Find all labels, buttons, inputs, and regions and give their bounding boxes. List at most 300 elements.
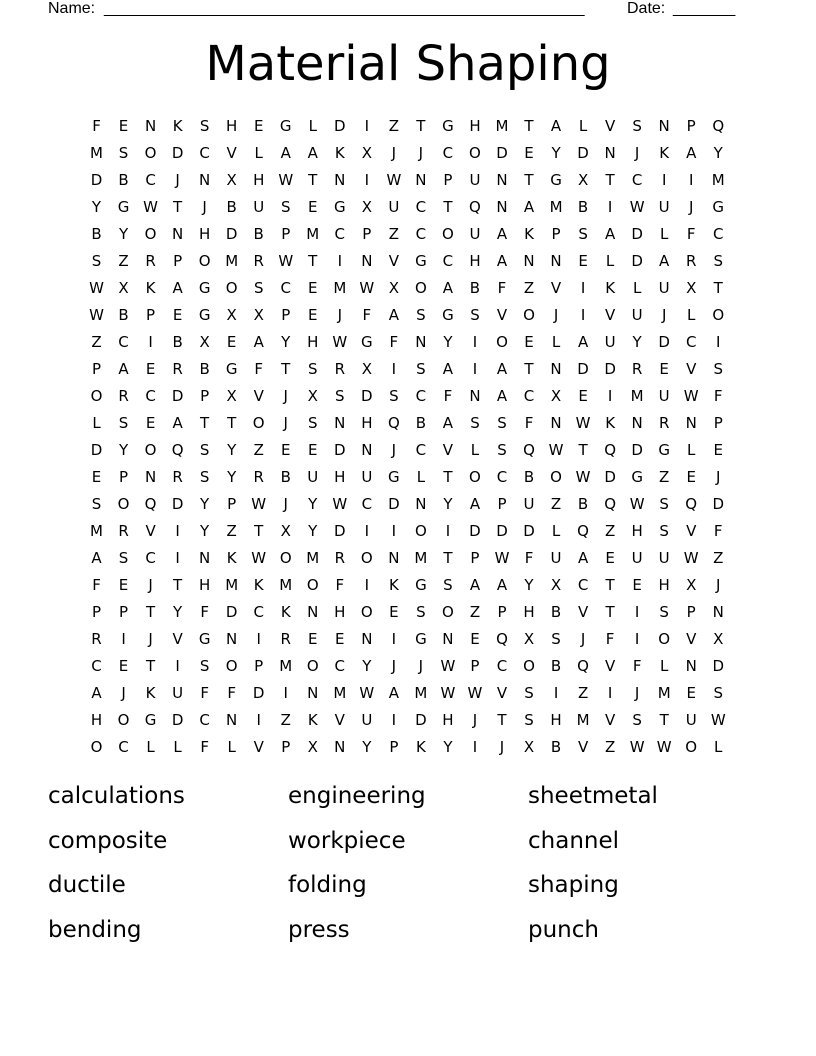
grid-letter[interactable]: M bbox=[549, 198, 563, 216]
grid-letter[interactable]: K bbox=[415, 738, 426, 756]
grid-letter[interactable]: V bbox=[604, 711, 616, 729]
grid-letter[interactable]: U bbox=[253, 198, 265, 216]
grid-letter[interactable]: T bbox=[173, 576, 183, 594]
grid-letter[interactable]: U bbox=[523, 495, 535, 513]
grid-letter[interactable]: V bbox=[686, 630, 697, 648]
grid-letter[interactable]: C bbox=[415, 225, 427, 243]
grid-letter[interactable]: L bbox=[659, 657, 669, 675]
grid-letter[interactable]: Z bbox=[659, 468, 670, 486]
grid-letter[interactable]: O bbox=[144, 441, 157, 459]
grid-letter[interactable]: C bbox=[118, 738, 129, 756]
grid-letter[interactable]: P bbox=[362, 225, 372, 243]
grid-letter[interactable]: L bbox=[551, 333, 561, 351]
grid-letter[interactable]: M bbox=[333, 684, 347, 702]
grid-letter[interactable]: L bbox=[714, 738, 723, 756]
grid-letter[interactable]: N bbox=[685, 414, 697, 432]
grid-letter[interactable]: Y bbox=[362, 657, 372, 675]
grid-letter[interactable]: D bbox=[388, 495, 400, 513]
grid-letter[interactable]: I bbox=[364, 576, 370, 594]
grid-letter[interactable]: K bbox=[659, 144, 670, 162]
grid-letter[interactable]: T bbox=[524, 360, 534, 378]
grid-letter[interactable]: D bbox=[90, 441, 103, 459]
grid-letter[interactable]: L bbox=[146, 738, 155, 756]
grid-letter[interactable]: D bbox=[225, 225, 238, 243]
grid-letter[interactable]: X bbox=[253, 306, 264, 324]
grid-letter[interactable]: P bbox=[470, 549, 480, 567]
grid-letter[interactable]: H bbox=[226, 117, 238, 135]
grid-letter[interactable]: V bbox=[496, 306, 508, 324]
grid-letter[interactable]: T bbox=[605, 576, 615, 594]
grid-letter[interactable]: S bbox=[578, 225, 588, 243]
grid-letter[interactable]: H bbox=[199, 576, 211, 594]
grid-letter[interactable]: N bbox=[658, 117, 670, 135]
grid-letter[interactable]: I bbox=[445, 522, 451, 540]
grid-letter[interactable]: X bbox=[361, 198, 372, 216]
grid-letter[interactable]: L bbox=[254, 144, 263, 162]
grid-letter[interactable]: T bbox=[497, 711, 507, 729]
grid-letter[interactable]: C bbox=[361, 495, 373, 513]
grid-letter[interactable]: B bbox=[91, 225, 102, 243]
grid-letter[interactable]: D bbox=[712, 495, 725, 513]
grid-letter[interactable]: X bbox=[307, 387, 318, 405]
grid-letter[interactable]: Q bbox=[604, 495, 617, 513]
grid-letter[interactable]: H bbox=[550, 711, 562, 729]
grid-letter[interactable]: T bbox=[416, 117, 426, 135]
grid-letter[interactable]: O bbox=[279, 549, 292, 567]
grid-letter[interactable]: X bbox=[550, 576, 562, 594]
grid-letter[interactable]: A bbox=[577, 333, 589, 351]
grid-letter[interactable]: J bbox=[716, 576, 721, 594]
grid-letter[interactable]: S bbox=[443, 576, 453, 594]
grid-letter[interactable]: D bbox=[252, 684, 265, 702]
grid-letter[interactable]: O bbox=[90, 387, 103, 405]
grid-letter[interactable]: W bbox=[440, 684, 456, 702]
grid-letter[interactable]: I bbox=[256, 711, 261, 729]
grid-letter[interactable]: N bbox=[144, 468, 157, 486]
grid-letter[interactable]: J bbox=[499, 738, 505, 756]
grid-letter[interactable]: J bbox=[634, 144, 640, 162]
grid-letter[interactable]: S bbox=[335, 387, 345, 405]
grid-letter[interactable]: D bbox=[171, 711, 184, 729]
grid-letter[interactable]: P bbox=[227, 495, 237, 513]
grid-letter[interactable]: G bbox=[415, 252, 427, 270]
grid-letter[interactable]: M bbox=[225, 252, 239, 270]
grid-letter[interactable]: N bbox=[712, 603, 724, 621]
grid-letter[interactable]: A bbox=[442, 279, 454, 297]
grid-letter[interactable]: V bbox=[686, 360, 697, 378]
grid-letter[interactable]: T bbox=[145, 657, 156, 675]
grid-letter[interactable]: N bbox=[226, 630, 238, 648]
grid-letter[interactable]: B bbox=[550, 657, 562, 675]
grid-letter[interactable]: U bbox=[604, 333, 616, 351]
grid-letter[interactable]: T bbox=[659, 711, 669, 729]
grid-letter[interactable]: T bbox=[605, 171, 615, 189]
grid-letter[interactable]: A bbox=[91, 684, 102, 702]
grid-letter[interactable]: A bbox=[118, 360, 129, 378]
grid-letter[interactable]: L bbox=[470, 441, 480, 459]
grid-letter[interactable]: B bbox=[523, 468, 535, 486]
grid-letter[interactable]: U bbox=[388, 198, 400, 216]
grid-letter[interactable]: O bbox=[117, 495, 130, 513]
grid-letter[interactable]: P bbox=[146, 306, 156, 324]
grid-letter[interactable]: R bbox=[658, 414, 670, 432]
grid-letter[interactable]: S bbox=[551, 630, 561, 648]
grid-letter[interactable]: A bbox=[307, 144, 318, 162]
grid-letter[interactable]: G bbox=[117, 198, 130, 216]
grid-letter[interactable]: B bbox=[415, 414, 427, 432]
grid-letter[interactable]: H bbox=[631, 522, 643, 540]
grid-letter[interactable]: G bbox=[225, 360, 238, 378]
grid-letter[interactable]: I bbox=[580, 279, 586, 297]
grid-letter[interactable]: J bbox=[634, 684, 640, 702]
grid-letter[interactable]: B bbox=[469, 279, 481, 297]
grid-letter[interactable]: X bbox=[280, 522, 291, 540]
grid-letter[interactable]: W bbox=[656, 738, 672, 756]
grid-letter[interactable]: C bbox=[334, 657, 346, 675]
grid-letter[interactable]: D bbox=[361, 387, 373, 405]
grid-letter[interactable]: V bbox=[577, 738, 589, 756]
grid-letter[interactable]: I bbox=[364, 117, 370, 135]
grid-letter[interactable]: A bbox=[496, 225, 508, 243]
grid-letter[interactable]: C bbox=[118, 333, 129, 351]
grid-letter[interactable]: G bbox=[198, 630, 211, 648]
grid-letter[interactable]: T bbox=[524, 171, 534, 189]
grid-letter[interactable]: S bbox=[713, 360, 723, 378]
grid-letter[interactable]: E bbox=[145, 360, 156, 378]
grid-letter[interactable]: Q bbox=[387, 414, 400, 432]
grid-letter[interactable]: S bbox=[199, 117, 210, 135]
grid-letter[interactable]: V bbox=[604, 117, 616, 135]
grid-letter[interactable]: S bbox=[280, 198, 291, 216]
grid-letter[interactable]: N bbox=[550, 252, 562, 270]
grid-letter[interactable]: P bbox=[686, 603, 696, 621]
grid-letter[interactable]: L bbox=[416, 468, 426, 486]
grid-letter[interactable]: H bbox=[442, 711, 454, 729]
grid-letter[interactable]: S bbox=[416, 360, 426, 378]
grid-letter[interactable]: A bbox=[172, 414, 183, 432]
grid-letter[interactable]: P bbox=[713, 414, 723, 432]
grid-letter[interactable]: M bbox=[333, 279, 347, 297]
grid-letter[interactable]: S bbox=[713, 252, 723, 270]
grid-letter[interactable]: I bbox=[256, 630, 261, 648]
grid-letter[interactable]: M bbox=[657, 684, 671, 702]
grid-letter[interactable]: A bbox=[442, 414, 454, 432]
grid-letter[interactable]: W bbox=[332, 495, 348, 513]
grid-letter[interactable]: J bbox=[148, 630, 153, 648]
grid-letter[interactable]: J bbox=[391, 657, 397, 675]
grid-letter[interactable]: X bbox=[388, 279, 399, 297]
grid-letter[interactable]: Y bbox=[362, 738, 372, 756]
grid-letter[interactable]: C bbox=[199, 711, 210, 729]
grid-letter[interactable]: Y bbox=[632, 333, 642, 351]
grid-letter[interactable]: U bbox=[307, 468, 319, 486]
grid-letter[interactable]: Y bbox=[443, 738, 453, 756]
grid-letter[interactable]: J bbox=[688, 198, 694, 216]
grid-letter[interactable]: N bbox=[550, 360, 562, 378]
grid-letter[interactable]: D bbox=[225, 603, 238, 621]
grid-letter[interactable]: P bbox=[91, 603, 102, 621]
grid-letter[interactable]: V bbox=[172, 630, 183, 648]
grid-letter[interactable]: E bbox=[470, 630, 480, 648]
grid-letter[interactable]: S bbox=[416, 603, 426, 621]
grid-letter[interactable]: J bbox=[121, 684, 126, 702]
grid-letter[interactable]: I bbox=[364, 522, 370, 540]
grid-letter[interactable]: C bbox=[415, 198, 427, 216]
grid-letter[interactable]: I bbox=[607, 198, 613, 216]
grid-letter[interactable]: Y bbox=[173, 603, 183, 621]
grid-letter[interactable]: X bbox=[686, 576, 697, 594]
grid-letter[interactable]: V bbox=[442, 441, 454, 459]
grid-letter[interactable]: N bbox=[469, 387, 481, 405]
grid-letter[interactable]: A bbox=[91, 549, 102, 567]
grid-letter[interactable]: F bbox=[443, 387, 453, 405]
grid-letter[interactable]: V bbox=[145, 522, 156, 540]
grid-letter[interactable]: L bbox=[551, 522, 561, 540]
grid-letter[interactable]: P bbox=[497, 603, 507, 621]
grid-letter[interactable]: T bbox=[227, 414, 237, 432]
grid-letter[interactable]: J bbox=[418, 657, 424, 675]
grid-letter[interactable]: N bbox=[523, 252, 535, 270]
grid-letter[interactable]: T bbox=[281, 360, 291, 378]
grid-letter[interactable]: F bbox=[713, 387, 723, 405]
grid-letter[interactable]: B bbox=[118, 306, 129, 324]
grid-letter[interactable]: B bbox=[280, 468, 291, 486]
grid-letter[interactable]: Z bbox=[469, 603, 481, 621]
grid-letter[interactable]: Y bbox=[91, 198, 102, 216]
grid-letter[interactable]: N bbox=[307, 603, 319, 621]
grid-letter[interactable]: W bbox=[278, 252, 294, 270]
grid-letter[interactable]: S bbox=[659, 603, 669, 621]
grid-letter[interactable]: S bbox=[308, 414, 318, 432]
grid-letter[interactable]: M bbox=[306, 549, 320, 567]
grid-letter[interactable]: D bbox=[523, 522, 535, 540]
grid-letter[interactable]: X bbox=[307, 738, 318, 756]
grid-letter[interactable]: I bbox=[391, 630, 397, 648]
grid-letter[interactable]: S bbox=[118, 414, 129, 432]
grid-letter[interactable]: I bbox=[472, 738, 478, 756]
grid-letter[interactable]: V bbox=[686, 522, 697, 540]
grid-letter[interactable]: X bbox=[226, 306, 237, 324]
grid-letter[interactable]: F bbox=[227, 684, 236, 702]
grid-letter[interactable]: N bbox=[496, 171, 508, 189]
grid-letter[interactable]: J bbox=[553, 306, 559, 324]
grid-letter[interactable]: G bbox=[415, 576, 427, 594]
grid-letter[interactable]: L bbox=[659, 225, 669, 243]
grid-letter[interactable]: Y bbox=[524, 576, 534, 594]
grid-letter[interactable]: L bbox=[632, 279, 642, 297]
grid-letter[interactable]: Q bbox=[577, 522, 589, 540]
grid-letter[interactable]: S bbox=[118, 549, 129, 567]
grid-letter[interactable]: F bbox=[524, 414, 534, 432]
grid-letter[interactable]: P bbox=[281, 225, 291, 243]
grid-letter[interactable]: C bbox=[712, 225, 724, 243]
grid-letter[interactable]: H bbox=[523, 603, 535, 621]
grid-letter[interactable]: J bbox=[580, 630, 586, 648]
grid-letter[interactable]: E bbox=[659, 360, 669, 378]
grid-letter[interactable]: F bbox=[92, 576, 101, 594]
grid-letter[interactable]: F bbox=[200, 684, 209, 702]
grid-letter[interactable]: J bbox=[337, 306, 343, 324]
grid-letter[interactable]: W bbox=[575, 468, 591, 486]
grid-letter[interactable]: X bbox=[523, 630, 535, 648]
grid-letter[interactable]: D bbox=[171, 387, 184, 405]
grid-letter[interactable]: J bbox=[283, 495, 288, 513]
grid-letter[interactable]: O bbox=[658, 630, 671, 648]
grid-letter[interactable]: M bbox=[90, 522, 103, 540]
grid-letter[interactable]: V bbox=[577, 603, 589, 621]
grid-letter[interactable]: T bbox=[254, 522, 264, 540]
grid-letter[interactable]: D bbox=[712, 657, 725, 675]
grid-letter[interactable]: U bbox=[658, 549, 670, 567]
grid-letter[interactable]: R bbox=[334, 360, 346, 378]
grid-letter[interactable]: O bbox=[306, 576, 319, 594]
grid-letter[interactable]: K bbox=[524, 225, 534, 243]
grid-letter[interactable]: G bbox=[442, 306, 454, 324]
grid-letter[interactable]: G bbox=[712, 198, 725, 216]
grid-letter[interactable]: A bbox=[686, 144, 697, 162]
grid-letter[interactable]: P bbox=[497, 495, 507, 513]
grid-letter[interactable]: Y bbox=[200, 522, 210, 540]
grid-letter[interactable]: W bbox=[629, 198, 645, 216]
grid-letter[interactable]: G bbox=[388, 468, 400, 486]
grid-letter[interactable]: L bbox=[687, 441, 696, 459]
grid-letter[interactable]: E bbox=[578, 252, 588, 270]
grid-letter[interactable]: U bbox=[469, 171, 481, 189]
grid-letter[interactable]: I bbox=[175, 549, 180, 567]
grid-letter[interactable]: C bbox=[496, 468, 508, 486]
grid-letter[interactable]: E bbox=[118, 576, 129, 594]
grid-letter[interactable]: E bbox=[389, 603, 399, 621]
grid-letter[interactable]: W bbox=[440, 657, 456, 675]
grid-letter[interactable]: S bbox=[524, 684, 534, 702]
grid-letter[interactable]: I bbox=[688, 171, 694, 189]
grid-letter[interactable]: D bbox=[577, 360, 589, 378]
grid-letter[interactable]: T bbox=[605, 603, 615, 621]
grid-letter[interactable]: F bbox=[335, 576, 345, 594]
grid-letter[interactable]: H bbox=[90, 711, 103, 729]
grid-letter[interactable]: A bbox=[469, 576, 481, 594]
grid-letter[interactable]: D bbox=[496, 144, 508, 162]
grid-letter[interactable]: I bbox=[607, 684, 613, 702]
grid-letter[interactable]: S bbox=[199, 468, 210, 486]
grid-letter[interactable]: L bbox=[227, 738, 236, 756]
grid-letter[interactable]: F bbox=[200, 603, 209, 621]
grid-letter[interactable]: I bbox=[121, 630, 126, 648]
grid-letter[interactable]: K bbox=[605, 279, 616, 297]
grid-letter[interactable]: J bbox=[283, 414, 288, 432]
grid-letter[interactable]: H bbox=[469, 252, 481, 270]
grid-letter[interactable]: T bbox=[308, 252, 318, 270]
grid-letter[interactable]: N bbox=[550, 414, 562, 432]
grid-letter[interactable]: J bbox=[716, 468, 721, 486]
grid-letter[interactable]: D bbox=[90, 171, 103, 189]
grid-letter[interactable]: E bbox=[308, 441, 318, 459]
grid-letter[interactable]: U bbox=[172, 684, 184, 702]
grid-letter[interactable]: E bbox=[524, 144, 534, 162]
grid-letter[interactable]: Q bbox=[577, 657, 589, 675]
grid-letter[interactable]: I bbox=[580, 306, 586, 324]
grid-letter[interactable]: S bbox=[91, 495, 102, 513]
grid-letter[interactable]: M bbox=[225, 576, 239, 594]
grid-letter[interactable]: N bbox=[415, 171, 427, 189]
grid-letter[interactable]: B bbox=[118, 171, 129, 189]
grid-letter[interactable]: M bbox=[279, 657, 293, 675]
grid-letter[interactable]: O bbox=[469, 468, 481, 486]
grid-letter[interactable]: I bbox=[148, 333, 153, 351]
grid-letter[interactable]: O bbox=[523, 306, 535, 324]
grid-letter[interactable]: K bbox=[145, 279, 156, 297]
grid-letter[interactable]: E bbox=[253, 117, 264, 135]
grid-letter[interactable]: E bbox=[524, 333, 534, 351]
grid-letter[interactable]: C bbox=[334, 225, 346, 243]
grid-letter[interactable]: B bbox=[226, 198, 237, 216]
grid-letter[interactable]: J bbox=[418, 144, 424, 162]
grid-letter[interactable]: A bbox=[442, 360, 454, 378]
grid-letter[interactable]: A bbox=[280, 144, 291, 162]
grid-letter[interactable]: I bbox=[472, 333, 478, 351]
grid-letter[interactable]: W bbox=[89, 279, 104, 297]
grid-letter[interactable]: C bbox=[145, 387, 156, 405]
grid-letter[interactable]: H bbox=[334, 603, 346, 621]
grid-letter[interactable]: T bbox=[173, 198, 183, 216]
grid-letter[interactable]: Y bbox=[200, 495, 210, 513]
grid-letter[interactable]: A bbox=[496, 360, 508, 378]
grid-letter[interactable]: W bbox=[575, 414, 591, 432]
grid-letter[interactable]: C bbox=[415, 387, 427, 405]
grid-letter[interactable]: A bbox=[388, 306, 399, 324]
grid-letter[interactable]: R bbox=[253, 468, 264, 486]
grid-letter[interactable]: Z bbox=[118, 252, 129, 270]
grid-letter[interactable]: F bbox=[254, 360, 264, 378]
grid-letter[interactable]: L bbox=[578, 117, 588, 135]
grid-letter[interactable]: G bbox=[550, 171, 562, 189]
grid-letter[interactable]: K bbox=[334, 144, 345, 162]
grid-letter[interactable]: F bbox=[686, 225, 696, 243]
grid-letter[interactable]: C bbox=[577, 576, 589, 594]
grid-letter[interactable]: B bbox=[172, 333, 183, 351]
grid-letter[interactable]: L bbox=[308, 117, 317, 135]
grid-letter[interactable]: N bbox=[171, 225, 184, 243]
grid-letter[interactable]: W bbox=[548, 441, 564, 459]
grid-letter[interactable]: Z bbox=[713, 549, 724, 567]
grid-letter[interactable]: A bbox=[388, 684, 399, 702]
grid-letter[interactable]: Y bbox=[281, 333, 291, 351]
grid-letter[interactable]: R bbox=[91, 630, 102, 648]
grid-letter[interactable]: S bbox=[632, 117, 642, 135]
grid-letter[interactable]: I bbox=[634, 603, 640, 621]
grid-letter[interactable]: U bbox=[658, 387, 670, 405]
grid-letter[interactable]: N bbox=[199, 171, 211, 189]
grid-letter[interactable]: V bbox=[550, 279, 562, 297]
grid-letter[interactable]: W bbox=[143, 198, 158, 216]
grid-letter[interactable]: O bbox=[360, 549, 373, 567]
grid-letter[interactable]: C bbox=[253, 603, 264, 621]
grid-letter[interactable]: V bbox=[496, 684, 508, 702]
grid-letter[interactable]: W bbox=[683, 549, 699, 567]
grid-letter[interactable]: G bbox=[279, 117, 292, 135]
grid-letter[interactable]: I bbox=[661, 171, 667, 189]
grid-letter[interactable]: P bbox=[443, 171, 453, 189]
grid-letter[interactable]: U bbox=[658, 279, 670, 297]
grid-letter[interactable]: J bbox=[472, 711, 478, 729]
grid-letter[interactable]: V bbox=[334, 711, 345, 729]
grid-letter[interactable]: C bbox=[685, 333, 697, 351]
grid-letter[interactable]: V bbox=[253, 738, 264, 756]
grid-letter[interactable]: N bbox=[415, 333, 427, 351]
grid-letter[interactable]: S bbox=[308, 360, 318, 378]
grid-letter[interactable]: S bbox=[389, 387, 399, 405]
grid-letter[interactable]: O bbox=[360, 603, 373, 621]
